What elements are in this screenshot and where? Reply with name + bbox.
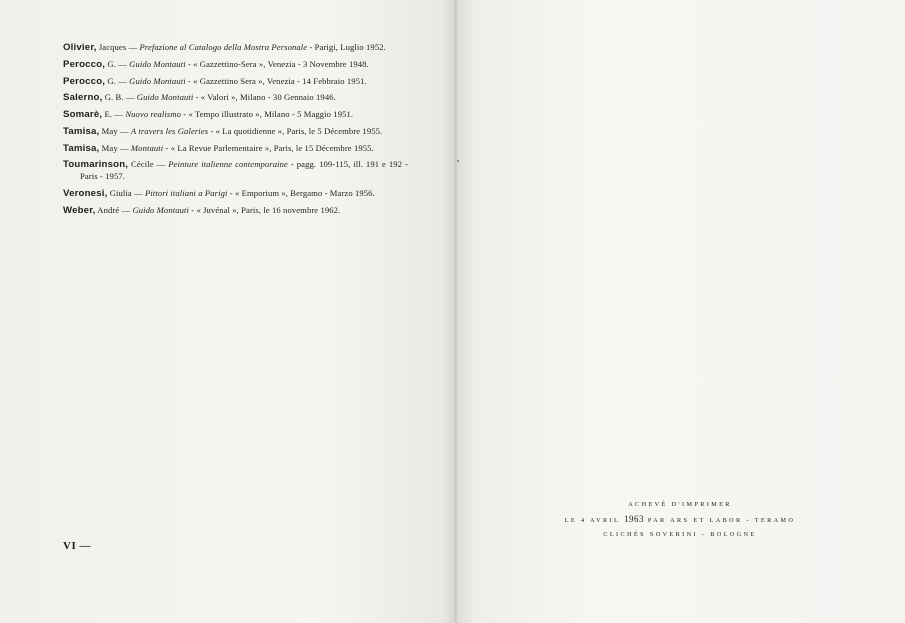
bibliography-entry xyxy=(63,126,408,138)
author-surname: Olivier, xyxy=(63,42,97,53)
author-first: Cécile — xyxy=(128,159,169,170)
bibliography-entry xyxy=(63,159,408,182)
work-title: Nuovo realismo xyxy=(125,109,182,120)
author-surname: Somarè, xyxy=(63,109,103,121)
author-surname: Perocco, xyxy=(63,75,106,87)
publication-info: - Parigi, Luglio 1952. xyxy=(307,42,386,52)
publication-info: - « Valori », Milano - 30 Gennaio 1946. xyxy=(193,92,336,103)
author-surname: Weber, xyxy=(63,204,96,216)
work-title: Guido Montauti xyxy=(132,204,189,215)
publication-info: - « Gazzettino-Sera », Venezia - 3 Novembre 1948. xyxy=(185,58,369,69)
bibliography-entry xyxy=(63,92,408,104)
publication-info: - « Emporium », Bergamo - Marzo 1956. xyxy=(227,187,375,198)
bibliography-entry xyxy=(63,205,408,217)
author-surname: Veronesi, xyxy=(63,187,108,199)
work-title: Montauti xyxy=(130,142,164,153)
work-title: Guido Montauti xyxy=(129,58,186,69)
author-first: G. B. — xyxy=(102,92,137,103)
author-first: André — xyxy=(95,204,133,215)
bibliography-entry xyxy=(63,143,408,155)
author-first: May — xyxy=(99,125,131,136)
author-surname: Tamisa, xyxy=(63,142,100,154)
work-title: Pittori italiani a Parigi xyxy=(145,187,228,198)
publication-info: - « Gazzettino Sera », Venezia - 14 Febbraio 1951. xyxy=(185,75,367,86)
work-title: Guido Montauti xyxy=(129,75,186,86)
author-first: May — xyxy=(99,142,131,153)
colophon-printer-name: PAR ARS ET LABOR - TERAMO xyxy=(643,517,796,524)
author-first: Giulia — xyxy=(107,187,145,198)
work-title: Prefazione al Catalogo della Mostra Personale xyxy=(139,42,308,52)
publication-info: - « La Revue Parlementaire », Paris, le 15 Décembre 1955. xyxy=(163,142,374,153)
bibliography-entry xyxy=(63,76,408,88)
colophon-year: 1963 xyxy=(623,514,644,524)
author-surname: Toumarinson, xyxy=(63,159,129,171)
work-title: Peinture italienne contemporaine xyxy=(168,159,288,170)
colophon xyxy=(520,498,840,542)
page-number: VI — xyxy=(63,540,91,552)
publication-info: - pagg. 109-115, ill. 191 e 192 - Paris - 1957. xyxy=(80,159,408,182)
author-surname: Tamisa, xyxy=(63,125,100,137)
author-first: G. — xyxy=(105,75,130,86)
author-first: E. — xyxy=(102,109,126,120)
publication-info: - « Juvénal », Paris, le 16 novembre 1962. xyxy=(188,204,341,215)
publication-info: - « Tempo illustrato », Milano - 5 Maggio 1951. xyxy=(181,109,354,120)
bibliography-list xyxy=(63,42,408,221)
work-title: Guido Montauti xyxy=(136,92,194,103)
author-surname: Perocco, xyxy=(63,58,106,70)
paper-speck xyxy=(457,160,459,162)
colophon-line-printer xyxy=(520,512,840,528)
colophon-date: LE 4 AVRIL xyxy=(564,517,624,524)
bibliography-entry xyxy=(63,42,408,54)
colophon-line-printed: ACHEVÉ D'IMPRIMER xyxy=(628,501,732,508)
bibliography-entry xyxy=(63,109,408,121)
bibliography-entry xyxy=(63,188,408,200)
colophon-line-plates: CLICHÉS SOVERINI - BOLOGNE xyxy=(603,531,757,538)
work-title: A travers les Galeries xyxy=(130,125,209,136)
author-first: G. — xyxy=(105,58,130,69)
author-first: Jacques — xyxy=(96,42,140,52)
bibliography-entry xyxy=(63,59,408,71)
author-surname: Salerno, xyxy=(63,92,103,104)
publication-info: - « La quotidienne », Paris, le 5 Décembre 1955. xyxy=(208,125,383,136)
